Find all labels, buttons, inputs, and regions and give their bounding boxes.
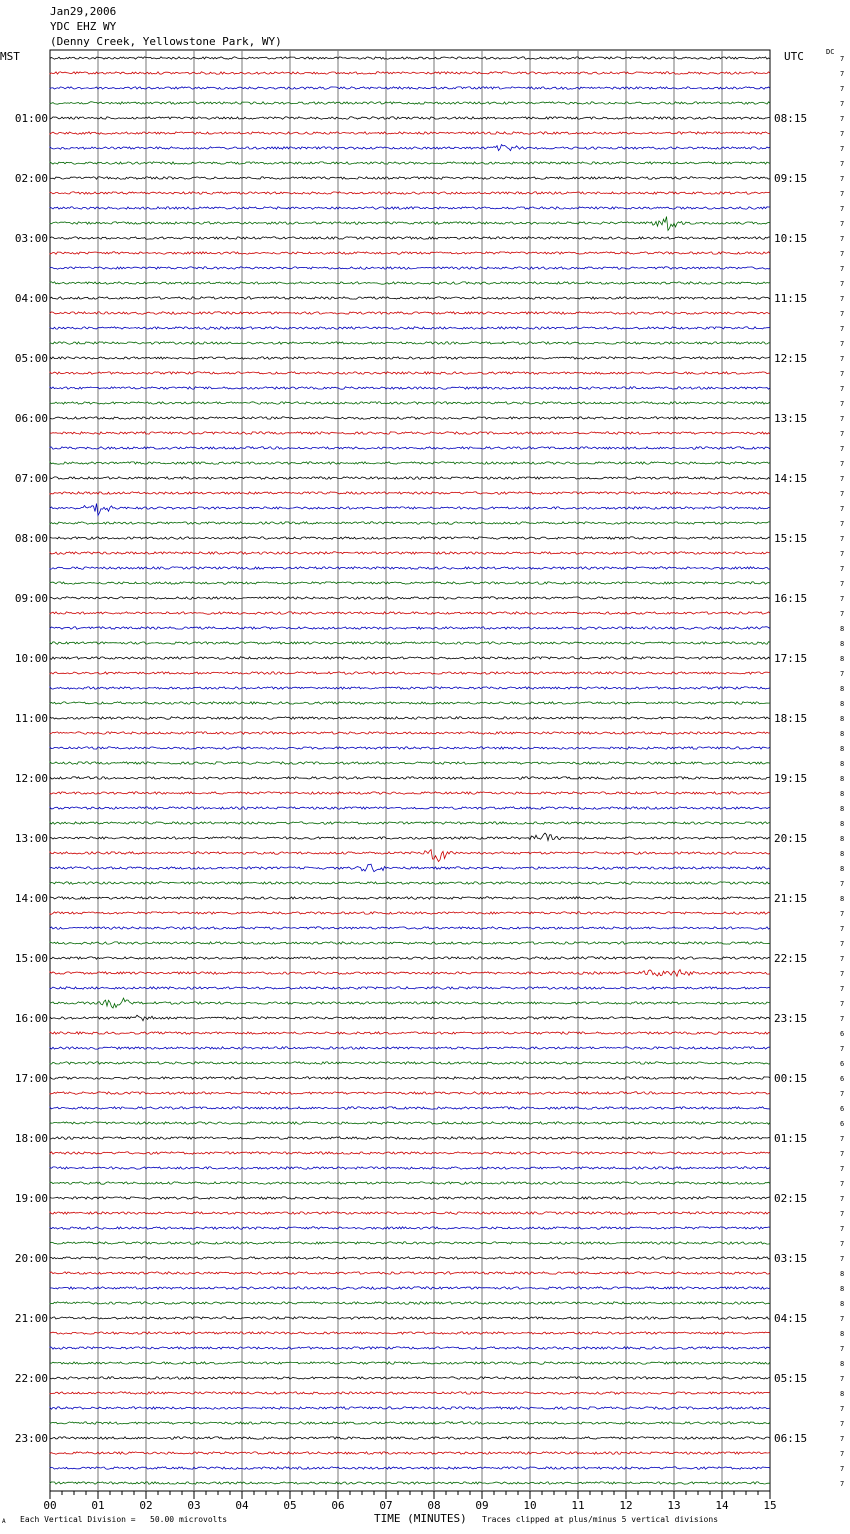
trace-value: 7 bbox=[840, 460, 845, 468]
trace-value: 7 bbox=[840, 1015, 845, 1023]
x-tick-label: 01 bbox=[91, 1499, 105, 1512]
trace-line bbox=[50, 1362, 770, 1364]
trace-line bbox=[50, 1137, 770, 1139]
trace-line bbox=[50, 882, 770, 884]
trace-value: 7 bbox=[840, 205, 845, 213]
trace-line bbox=[50, 102, 770, 104]
trace-line bbox=[50, 807, 770, 809]
trace-line bbox=[50, 1092, 770, 1094]
trace-line bbox=[50, 792, 770, 794]
trace-value: 8 bbox=[840, 745, 845, 753]
trace-line bbox=[50, 1452, 770, 1454]
trace-line bbox=[50, 1467, 770, 1469]
trace-line bbox=[50, 612, 770, 614]
trace-value: 7 bbox=[840, 1195, 845, 1203]
trace-line bbox=[50, 927, 770, 929]
trace-value: 7 bbox=[840, 115, 845, 123]
trace-line bbox=[50, 372, 770, 374]
trace-value: 6 bbox=[840, 1075, 845, 1083]
left-hour-label: 21:00 bbox=[14, 1312, 48, 1325]
trace-value: 7 bbox=[840, 190, 845, 198]
left-hour-label: 05:00 bbox=[14, 352, 48, 365]
trace-value: 7 bbox=[840, 970, 845, 978]
trace-value: 7 bbox=[840, 130, 845, 138]
trace-value: 7 bbox=[840, 1405, 845, 1413]
x-tick-label: 07 bbox=[379, 1499, 393, 1512]
left-hour-label: 09:00 bbox=[14, 592, 48, 605]
trace-value: 7 bbox=[840, 325, 845, 333]
trace-value: 7 bbox=[840, 490, 845, 498]
trace-value: 7 bbox=[840, 355, 845, 363]
left-hour-label: 14:00 bbox=[14, 892, 48, 905]
trace-value: 7 bbox=[840, 340, 845, 348]
right-hour-label: 10:15 bbox=[774, 232, 808, 245]
trace-line bbox=[50, 1152, 770, 1154]
left-hour-label: 11:00 bbox=[14, 712, 48, 725]
x-tick-label: 11 bbox=[571, 1499, 585, 1512]
trace-line bbox=[50, 522, 770, 524]
trace-value: 7 bbox=[840, 520, 845, 528]
trace-line bbox=[50, 970, 770, 977]
trace-line bbox=[50, 1015, 770, 1021]
trace-line bbox=[50, 177, 770, 179]
trace-line bbox=[50, 432, 770, 434]
trace-value: 7 bbox=[840, 1315, 845, 1323]
right-hour-label: 04:15 bbox=[774, 1312, 808, 1325]
right-hour-label: 02:15 bbox=[774, 1192, 808, 1205]
left-hour-label: 06:00 bbox=[14, 412, 48, 425]
trace-value: 7 bbox=[840, 1480, 845, 1488]
right-hour-label: 13:15 bbox=[774, 412, 808, 425]
x-tick-label: 03 bbox=[187, 1499, 201, 1512]
left-hour-label: 18:00 bbox=[14, 1132, 48, 1145]
trace-line bbox=[50, 717, 770, 719]
trace-line bbox=[50, 117, 770, 119]
x-tick-label: 08 bbox=[427, 1499, 441, 1512]
trace-value: 7 bbox=[840, 280, 845, 288]
trace-line bbox=[50, 657, 770, 659]
trace-line bbox=[50, 1047, 770, 1049]
trace-line bbox=[50, 1422, 770, 1424]
trace-value: 7 bbox=[840, 940, 845, 948]
right-hour-label: 17:15 bbox=[774, 652, 808, 665]
trace-value: 7 bbox=[840, 1375, 845, 1383]
trace-line bbox=[50, 1287, 770, 1289]
trace-value: 7 bbox=[840, 985, 845, 993]
trace-line bbox=[50, 1392, 770, 1394]
trace-line bbox=[50, 1182, 770, 1184]
scale-note: Each Vertical Division = 50.00 microvolts bbox=[20, 1515, 228, 1524]
trace-value: 7 bbox=[840, 400, 845, 408]
right-hour-label: 01:15 bbox=[774, 1132, 808, 1145]
trace-line bbox=[50, 1302, 770, 1304]
right-hour-label: 16:15 bbox=[774, 592, 808, 605]
trace-line bbox=[50, 537, 770, 539]
trace-value: 7 bbox=[840, 550, 845, 558]
trace-line bbox=[50, 162, 770, 164]
dc-label: DC bbox=[826, 48, 835, 56]
left-hour-label: 15:00 bbox=[14, 952, 48, 965]
trace-value: 6 bbox=[840, 1060, 845, 1068]
trace-line bbox=[50, 417, 770, 419]
left-hour-label: 12:00 bbox=[14, 772, 48, 785]
left-hour-label: 19:00 bbox=[14, 1192, 48, 1205]
trace-value: 8 bbox=[840, 640, 845, 648]
trace-line bbox=[50, 1212, 770, 1214]
x-tick-label: 13 bbox=[667, 1499, 681, 1512]
right-hour-label: 05:15 bbox=[774, 1372, 808, 1385]
left-hour-label: 01:00 bbox=[14, 112, 48, 125]
trace-line bbox=[50, 552, 770, 554]
trace-value: 8 bbox=[840, 1360, 845, 1368]
trace-value: 7 bbox=[840, 565, 845, 573]
trace-line bbox=[50, 297, 770, 299]
trace-value: 7 bbox=[840, 370, 845, 378]
trace-line bbox=[50, 72, 770, 74]
trace-line bbox=[50, 402, 770, 404]
right-hour-label: 09:15 bbox=[774, 172, 808, 185]
trace-value: 7 bbox=[840, 535, 845, 543]
trace-line bbox=[50, 864, 770, 872]
trace-value: 7 bbox=[840, 580, 845, 588]
trace-value: 8 bbox=[840, 1300, 845, 1308]
trace-line bbox=[50, 1197, 770, 1199]
trace-line bbox=[50, 342, 770, 344]
trace-line bbox=[50, 1062, 770, 1064]
trace-value: 7 bbox=[840, 1420, 845, 1428]
trace-line bbox=[50, 504, 770, 516]
trace-line bbox=[50, 567, 770, 569]
trace-value: 8 bbox=[840, 715, 845, 723]
trace-value: 8 bbox=[840, 625, 845, 633]
trace-line bbox=[50, 1347, 770, 1349]
x-tick-label: 04 bbox=[235, 1499, 249, 1512]
trace-value: 7 bbox=[840, 880, 845, 888]
trace-value: 7 bbox=[840, 910, 845, 918]
trace-line bbox=[50, 987, 770, 989]
left-hour-label: 20:00 bbox=[14, 1252, 48, 1265]
trace-line bbox=[50, 87, 770, 89]
trace-value: 8 bbox=[840, 1285, 845, 1293]
trace-line bbox=[50, 1227, 770, 1229]
trace-value: 7 bbox=[840, 160, 845, 168]
x-tick-label: 14 bbox=[715, 1499, 729, 1512]
trace-value: 7 bbox=[840, 445, 845, 453]
trace-value: 8 bbox=[840, 1390, 845, 1398]
trace-value: 8 bbox=[840, 1330, 845, 1338]
trace-line bbox=[50, 1122, 770, 1124]
trace-line bbox=[50, 822, 770, 824]
trace-value: 6 bbox=[840, 1105, 845, 1113]
footer-mark: A bbox=[2, 1518, 6, 1525]
trace-line bbox=[50, 732, 770, 734]
trace-value: 7 bbox=[840, 1135, 845, 1143]
trace-line bbox=[50, 207, 770, 209]
trace-line bbox=[50, 387, 770, 389]
x-axis-label: TIME (MINUTES) bbox=[374, 1512, 467, 1525]
trace-value: 8 bbox=[840, 865, 845, 873]
x-tick-label: 09 bbox=[475, 1499, 489, 1512]
trace-value: 8 bbox=[840, 790, 845, 798]
trace-value: 7 bbox=[840, 1150, 845, 1158]
trace-value: 8 bbox=[840, 730, 845, 738]
right-hour-label: 00:15 bbox=[774, 1072, 808, 1085]
trace-line bbox=[50, 1377, 770, 1379]
trace-value: 8 bbox=[840, 700, 845, 708]
right-hour-label: 06:15 bbox=[774, 1432, 808, 1445]
trace-value: 7 bbox=[840, 250, 845, 258]
trace-line bbox=[50, 672, 770, 674]
trace-line bbox=[50, 747, 770, 749]
trace-value: 7 bbox=[840, 1435, 845, 1443]
right-hour-label: 20:15 bbox=[774, 832, 808, 845]
left-hour-label: 03:00 bbox=[14, 232, 48, 245]
trace-line bbox=[50, 1272, 770, 1274]
trace-value: 7 bbox=[840, 670, 845, 678]
trace-value: 7 bbox=[840, 235, 845, 243]
trace-line bbox=[50, 237, 770, 239]
trace-value: 8 bbox=[840, 835, 845, 843]
left-hour-label: 16:00 bbox=[14, 1012, 48, 1025]
trace-value: 7 bbox=[840, 1000, 845, 1008]
trace-value: 7 bbox=[840, 610, 845, 618]
x-tick-label: 00 bbox=[43, 1499, 57, 1512]
chart-date: Jan29,2006 bbox=[50, 5, 117, 18]
trace-value: 7 bbox=[840, 1255, 845, 1263]
left-hour-label: 13:00 bbox=[14, 832, 48, 845]
trace-line bbox=[50, 217, 770, 231]
trace-value: 7 bbox=[840, 595, 845, 603]
left-hour-label: 04:00 bbox=[14, 292, 48, 305]
trace-line bbox=[50, 833, 770, 840]
trace-value: 8 bbox=[840, 1270, 845, 1278]
x-tick-label: 05 bbox=[283, 1499, 297, 1512]
trace-line bbox=[50, 252, 770, 254]
trace-line bbox=[50, 850, 770, 862]
trace-value: 7 bbox=[840, 55, 845, 63]
x-tick-label: 02 bbox=[139, 1499, 153, 1512]
trace-value: 7 bbox=[840, 100, 845, 108]
trace-value: 7 bbox=[840, 1180, 845, 1188]
right-hour-label: 08:15 bbox=[774, 112, 808, 125]
trace-line bbox=[50, 492, 770, 494]
trace-value: 7 bbox=[840, 1225, 845, 1233]
trace-line bbox=[50, 762, 770, 764]
trace-value: 7 bbox=[840, 505, 845, 513]
trace-line bbox=[50, 1242, 770, 1244]
clip-note: Traces clipped at plus/minus 5 vertical divisions bbox=[482, 1515, 719, 1524]
trace-value: 7 bbox=[840, 1345, 845, 1353]
trace-value: 8 bbox=[840, 820, 845, 828]
left-hour-label: 02:00 bbox=[14, 172, 48, 185]
right-hour-label: 11:15 bbox=[774, 292, 808, 305]
trace-value: 7 bbox=[840, 310, 845, 318]
trace-value: 7 bbox=[840, 1090, 845, 1098]
trace-line bbox=[50, 942, 770, 944]
station-code: YDC EHZ WY bbox=[50, 20, 117, 33]
trace-line bbox=[50, 1032, 770, 1034]
trace-line bbox=[50, 777, 770, 779]
trace-value: 7 bbox=[840, 1210, 845, 1218]
right-hour-label: 23:15 bbox=[774, 1012, 808, 1025]
trace-value: 7 bbox=[840, 1165, 845, 1173]
trace-value: 6 bbox=[840, 1030, 845, 1038]
right-hour-label: 19:15 bbox=[774, 772, 808, 785]
trace-line bbox=[50, 897, 770, 899]
trace-line bbox=[50, 1317, 770, 1319]
right-hour-label: 18:15 bbox=[774, 712, 808, 725]
left-hour-label: 22:00 bbox=[14, 1372, 48, 1385]
left-axis-title: MST bbox=[0, 50, 20, 63]
trace-line bbox=[50, 462, 770, 464]
trace-value: 7 bbox=[840, 925, 845, 933]
trace-value: 7 bbox=[840, 415, 845, 423]
trace-value: 7 bbox=[840, 475, 845, 483]
trace-line bbox=[50, 312, 770, 314]
trace-value: 8 bbox=[840, 685, 845, 693]
trace-value: 7 bbox=[840, 1450, 845, 1458]
left-hour-label: 10:00 bbox=[14, 652, 48, 665]
x-tick-label: 06 bbox=[331, 1499, 345, 1512]
trace-line bbox=[50, 1437, 770, 1439]
left-hour-label: 08:00 bbox=[14, 532, 48, 545]
trace-line bbox=[50, 282, 770, 284]
trace-line bbox=[50, 642, 770, 644]
trace-line bbox=[50, 477, 770, 479]
left-hour-label: 07:00 bbox=[14, 472, 48, 485]
trace-value: 7 bbox=[840, 430, 845, 438]
trace-value: 7 bbox=[840, 955, 845, 963]
plot-frame bbox=[50, 50, 770, 1491]
trace-line bbox=[50, 1407, 770, 1409]
right-hour-label: 03:15 bbox=[774, 1252, 808, 1265]
trace-value: 7 bbox=[840, 1240, 845, 1248]
left-hour-label: 23:00 bbox=[14, 1432, 48, 1445]
trace-value: 7 bbox=[840, 265, 845, 273]
trace-value: 8 bbox=[840, 655, 845, 663]
right-hour-label: 14:15 bbox=[774, 472, 808, 485]
trace-value: 7 bbox=[840, 145, 845, 153]
trace-line bbox=[50, 327, 770, 329]
right-hour-label: 21:15 bbox=[774, 892, 808, 905]
trace-line bbox=[50, 57, 770, 59]
station-location: (Denny Creek, Yellowstone Park, WY) bbox=[50, 35, 282, 48]
trace-line bbox=[50, 1077, 770, 1079]
trace-value: 8 bbox=[840, 850, 845, 858]
trace-line bbox=[50, 1482, 770, 1484]
trace-value: 6 bbox=[840, 1120, 845, 1128]
x-tick-label: 15 bbox=[763, 1499, 777, 1512]
trace-line bbox=[50, 1332, 770, 1334]
trace-line bbox=[50, 357, 770, 359]
right-hour-label: 12:15 bbox=[774, 352, 808, 365]
trace-value: 7 bbox=[840, 1045, 845, 1053]
trace-value: 7 bbox=[840, 70, 845, 78]
trace-value: 8 bbox=[840, 760, 845, 768]
trace-line bbox=[50, 957, 770, 959]
x-tick-label: 10 bbox=[523, 1499, 537, 1512]
trace-value: 8 bbox=[840, 895, 845, 903]
trace-value: 7 bbox=[840, 1465, 845, 1473]
trace-line bbox=[50, 447, 770, 449]
trace-line bbox=[50, 912, 770, 914]
trace-line bbox=[50, 998, 770, 1008]
trace-line bbox=[50, 597, 770, 599]
trace-value: 8 bbox=[840, 805, 845, 813]
trace-line bbox=[50, 132, 770, 134]
right-axis-title: UTC bbox=[784, 50, 804, 63]
right-hour-label: 15:15 bbox=[774, 532, 808, 545]
trace-line bbox=[50, 145, 770, 151]
right-hour-label: 22:15 bbox=[774, 952, 808, 965]
trace-line bbox=[50, 687, 770, 689]
trace-value: 8 bbox=[840, 775, 845, 783]
trace-value: 7 bbox=[840, 85, 845, 93]
trace-value: 7 bbox=[840, 175, 845, 183]
trace-value: 7 bbox=[840, 385, 845, 393]
trace-line bbox=[50, 1257, 770, 1259]
left-hour-label: 17:00 bbox=[14, 1072, 48, 1085]
trace-line bbox=[50, 192, 770, 194]
x-tick-label: 12 bbox=[619, 1499, 633, 1512]
trace-line bbox=[50, 267, 770, 269]
trace-line bbox=[50, 582, 770, 584]
trace-line bbox=[50, 627, 770, 629]
trace-value: 7 bbox=[840, 295, 845, 303]
trace-line bbox=[50, 1167, 770, 1169]
trace-line bbox=[50, 1107, 770, 1109]
trace-line bbox=[50, 702, 770, 704]
trace-value: 7 bbox=[840, 220, 845, 228]
